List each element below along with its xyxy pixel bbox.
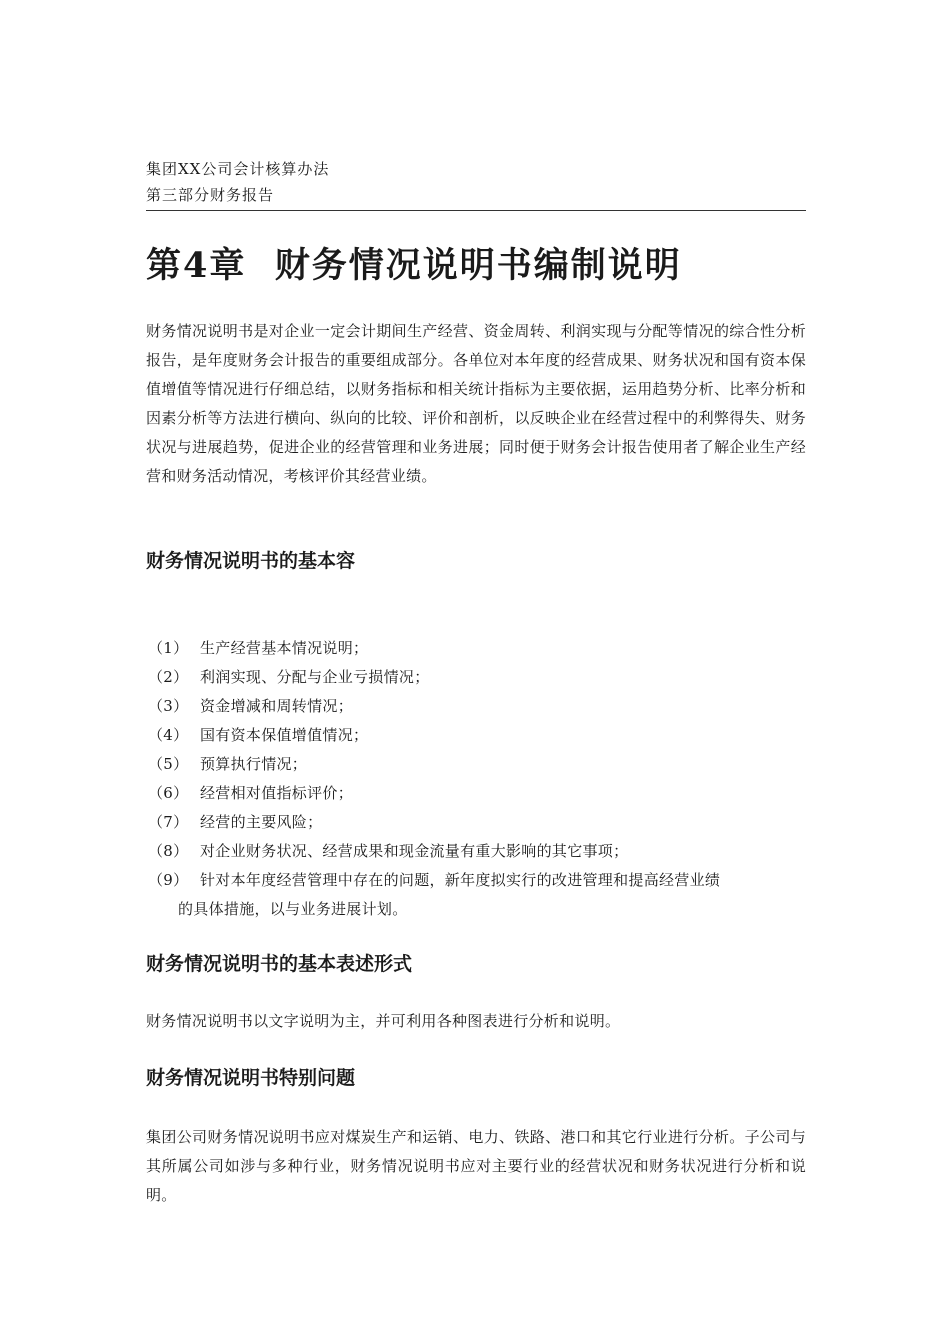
chapter-title [146,242,682,290]
list-item-text: 利润实现、分配与企业亏损情况； [200,668,430,686]
chapter-number: 4 [183,245,210,286]
chapter-heading-text: 财务情况说明书编制说明 [274,246,682,286]
section-heading-special-issues: 财务情况说明书特别问题 [146,1067,356,1089]
list-item-text: 资金增减和周转情况； [200,697,354,715]
list-item-number: （3） [148,697,189,715]
chapter-suffix: 章 [209,246,247,286]
list-item-text: 经营的主要风险； [200,813,323,831]
chapter-prefix: 第 [146,246,184,286]
list-item-text: 针对本年度经营管理中存在的问题，新年度拟实行的改进管理和提高经营业绩 [200,871,721,889]
list-item-text: 生产经营基本情况说明； [200,639,369,657]
list-item-number: （6） [148,784,189,802]
header-subtitle: 第三部分财务报告 [146,186,275,204]
list-item-text: 经营相对值指标评价； [200,784,354,802]
list-item-text-continuation: 的具体措施，以与业务进展计划。 [178,900,408,918]
section-heading-basic-content: 财务情况说明书的基本容 [146,550,356,572]
page-header [146,156,806,211]
list-item [146,837,806,866]
list-item [146,866,806,924]
content-list [146,634,806,924]
list-item [146,692,806,721]
list-item-number: （1） [148,639,189,657]
list-item [146,634,806,663]
list-item-text: 对企业财务状况、经营成果和现金流量有重大影响的其它事项； [200,842,629,860]
header-title: 集团XX公司会计核算办法 [146,160,330,178]
special-issues-paragraph: 集团公司财务情况说明书应对煤炭生产和运销、电力、铁路、港口和其它行业进行分析。子公司与其所属公司如涉与多种行业，财务情况说明书应对主要行业的经营状况和财务状况进行分析和说明。 [146,1128,806,1204]
list-item [146,663,806,692]
list-item-number: （9） [148,871,189,889]
list-item-number: （4） [148,726,189,744]
expression-form-paragraph: 财务情况说明书以文字说明为主，并可利用各种图表进行分析和说明。 [146,1012,621,1030]
list-item [146,808,806,837]
list-item [146,779,806,808]
list-item-number: （8） [148,842,189,860]
list-item-number: （2） [148,668,189,686]
list-item-number: （5） [148,755,189,773]
list-item-text: 预算执行情况； [200,755,308,773]
list-item-text: 国有资本保值增值情况； [200,726,369,744]
list-item [146,721,806,750]
intro-paragraph: 财务情况说明书是对企业一定会计期间生产经营、资金周转、利润实现与分配等情况的综合性分析报告，是年度财务会计报告的重要组成部分。各单位对本年度的经营成果、财务状况和国有资本保值增值等情况进行仔细总结，以财务指标和相关统计指标为主要依据，运用趋势分析、比率分析和因素分析等方法进行横向、纵向的比较、评价和剖析，以反映企业在经营过程中的利弊得失、财务状况与进展趋势，促进企业的经营管理和业务进展；同时便于财务会计报告使用者了解企业生产经营和财务活动情况，考核评价其经营业绩。 [146,322,806,485]
list-item-number: （7） [148,813,189,831]
section-heading-expression-form: 财务情况说明书的基本表述形式 [146,953,413,975]
list-item [146,750,806,779]
